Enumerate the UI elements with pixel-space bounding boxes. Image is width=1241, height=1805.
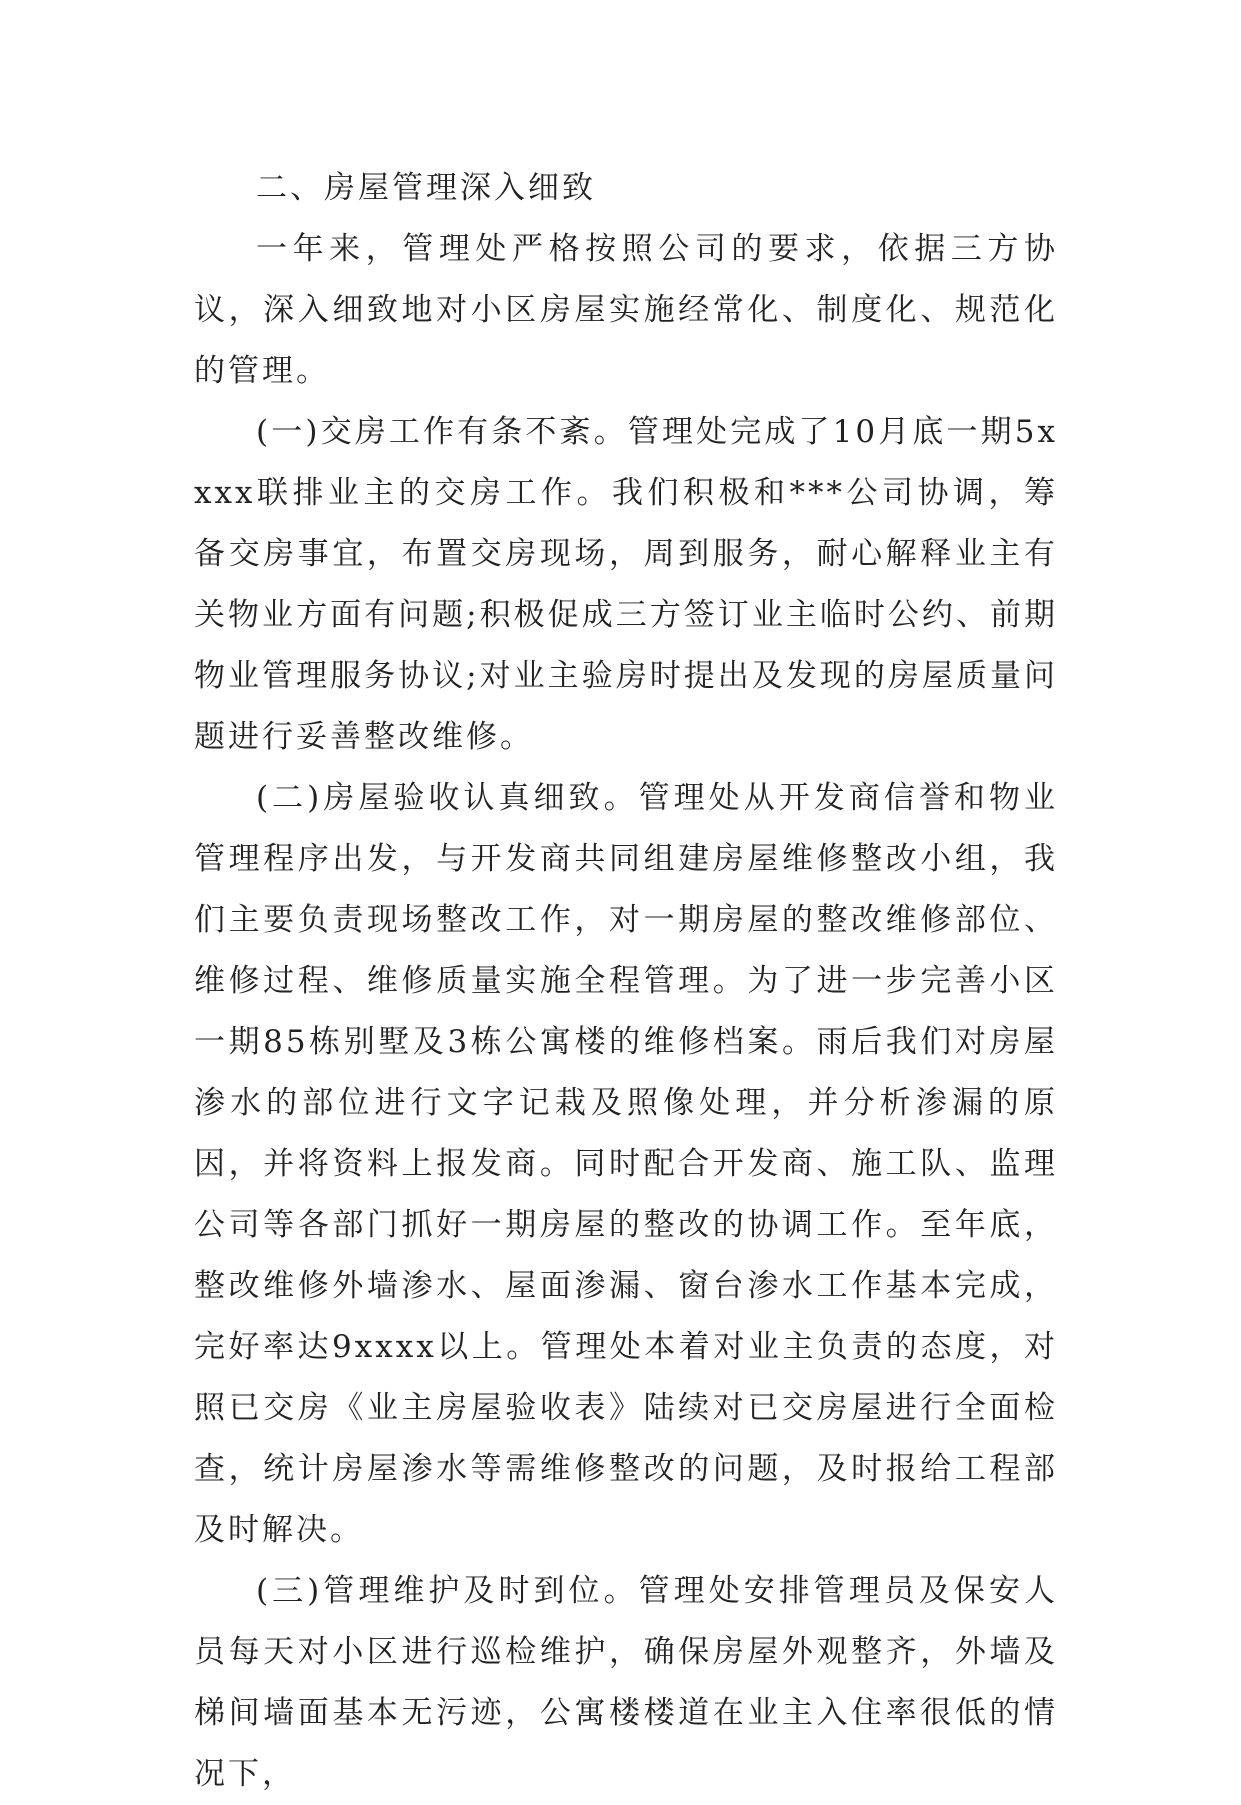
paragraph-intro: 一年来，管理处严格按照公司的要求，依据三方协议，深入细致地对小区房屋实施经常化、制度化、规范化的管理。 — [194, 231, 1058, 389]
paragraph-maintenance: (三)管理维护及时到位。管理处安排管理员及保安人员每天对小区进行巡检维护，确保房屋外观整齐，外墙及梯间墙面基本无污迹，公寓楼楼道在业主入住率很低的情况下， — [194, 1573, 1058, 1792]
paragraph-handover: (一)交房工作有条不紊。管理处完成了10月底一期5xxxx联排业主的交房工作。我们积极和***公司协调，筹备交房事宜，布置交房现场，周到服务，耐心解释业主有关物业方面有问题;积极促成三方签订业主临时公约、前期物业管理服务协议;对业主验房时提出及发现的房屋质量问题进行妥善整改维修。 — [194, 414, 1058, 755]
document-body — [194, 158, 1058, 1805]
section-heading: 二、房屋管理深入细致 — [256, 170, 596, 206]
paragraph-inspection: (二)房屋验收认真细致。管理处从开发商信誉和物业管理程序出发，与开发商共同组建房屋维修整改小组，我们主要负责现场整改工作，对一期房屋的整改维修部位、维修过程、维修质量实施全程管理。为了进一步完善小区一期85栋别墅及3栋公寓楼的维修档案。雨后我们对房屋渗水的部位进行文字记栽及照像处理，并分析渗漏的原因，并将资料上报发商。同时配合开发商、施工队、监理公司等各部门抓好一期房屋的整改的协调工作。至年底，整改维修外墙渗水、屋面渗漏、窗台渗水工作基本完成，完好率达9xxxx以上。管理处本着对业主负责的态度，对照已交房《业主房屋验收表》陆续对已交房屋进行全面检查，统计房屋渗水等需维修整改的问题，及时报给工程部及时解决。 — [194, 780, 1058, 1548]
